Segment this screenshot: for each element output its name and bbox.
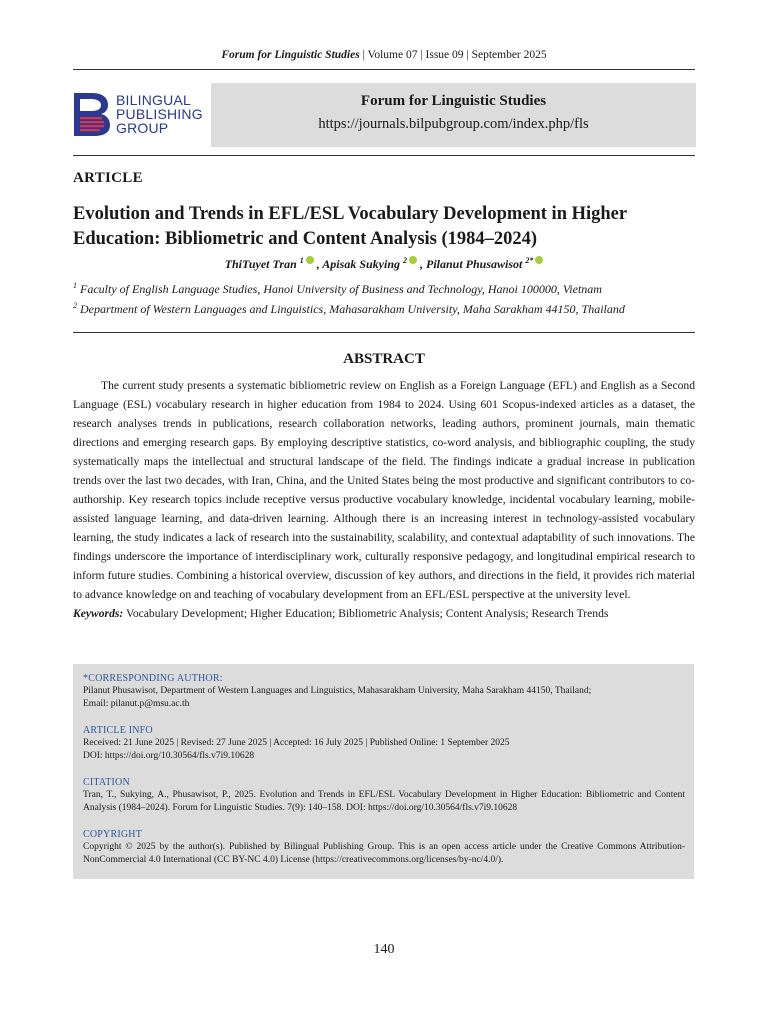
orcid-icon[interactable]	[306, 256, 314, 264]
logo-line-1: BILINGUAL	[116, 92, 191, 108]
top-divider	[73, 69, 695, 70]
abstract-section	[73, 376, 695, 623]
citation-heading: CITATION	[83, 777, 130, 788]
journal-url[interactable]: https://journals.bilpubgroup.com/index.php/fls	[318, 116, 589, 132]
logo-line-2: PUBLISHING	[116, 106, 203, 122]
author-name: , Apisak Sukying	[316, 257, 400, 271]
logo-line-3: GROUP	[116, 120, 169, 136]
affiliation-2	[73, 301, 625, 317]
page-number: 140	[373, 942, 395, 957]
abstract-heading: ABSTRACT	[343, 351, 425, 367]
affiliation-1	[73, 281, 602, 297]
author-name: , Pilanut Phusawisot	[420, 257, 523, 271]
author-affiliation-sup: 2*	[525, 256, 534, 265]
article-type-label: ARTICLE	[73, 170, 143, 186]
affiliation-sup: 2	[73, 301, 77, 310]
citation-text: Tran, T., Sukying, A., Phusawisot, P., 2025. Evolution and Trends in EFL/ESL Vocabulary Development in Higher Education: Bibliometric and Content Analysis (1984–2024). Forum for Linguistic Studies. 7(9): 140–158. DOI: https://doi.org/10.30564/fls.v7i9.10628	[83, 790, 685, 813]
affiliation-divider	[73, 332, 695, 333]
article-info-heading: ARTICLE INFO	[83, 725, 153, 736]
keywords	[73, 604, 695, 623]
author-list	[0, 256, 768, 272]
corresponding-author-heading: *CORRESPONDING AUTHOR:	[83, 673, 223, 684]
corresponding-author-section	[83, 672, 685, 711]
affiliation-text: Department of Western Languages and Linguistics, Mahasarakham University, Maha Sarakham 44150, Thailand	[77, 302, 625, 316]
paper-title: Evolution and Trends in EFL/ESL Vocabulary Development in Higher Education: Bibliometric and Content Analysis (1984–2024)	[73, 204, 627, 249]
journal-title: Forum for Linguistic Studies	[360, 93, 547, 109]
running-head-details: | Volume 07 | Issue 09 | September 2025	[359, 49, 547, 61]
orcid-icon[interactable]	[535, 256, 543, 264]
article-dates: Received: 21 June 2025 | Revised: 27 June 2025 | Accepted: 16 July 2025 | Published Online: 1 September 2025	[83, 738, 510, 748]
article-info-section	[83, 724, 685, 763]
article-doi[interactable]: DOI: https://doi.org/10.30564/fls.v7i9.10628	[83, 751, 255, 761]
author-affiliation-sup: 2	[403, 256, 407, 265]
article-info-box	[73, 664, 694, 879]
header-divider	[73, 155, 695, 156]
corresponding-author-line: Pilanut Phusawisot, Department of Western Languages and Linguistics, Mahasarakham University, Maha Sarakham 44150, Thailand;	[83, 686, 592, 696]
corresponding-author-email[interactable]: Email: pilanut.p@msu.ac.th	[83, 699, 190, 709]
publisher-logo-icon	[72, 91, 112, 137]
author-affiliation-sup: 1	[299, 256, 304, 265]
keywords-list: Vocabulary Development; Higher Education; Bibliometric Analysis; Content Analysis; Research Trends	[123, 607, 609, 620]
running-head-journal: Forum for Linguistic Studies	[221, 49, 360, 61]
orcid-icon[interactable]	[409, 256, 417, 264]
copyright-section	[83, 828, 685, 867]
copyright-text: Copyright © 2025 by the author(s). Published by Bilingual Publishing Group. This is an open access article under the Creative Commons Attribution-NonCommercial 4.0 International (CC BY-NC 4.0) License (https://creativecommons.org/licenses/by-nc/4.0/).	[83, 842, 685, 865]
journal-header-box	[211, 83, 696, 147]
running-head	[0, 49, 768, 61]
affiliation-sup: 1	[73, 281, 77, 290]
citation-section	[83, 776, 685, 815]
affiliation-text: Faculty of English Language Studies, Hanoi University of Business and Technology, Hanoi 100000, Vietnam	[77, 282, 602, 296]
copyright-heading: COPYRIGHT	[83, 829, 143, 840]
abstract-body: The current study presents a systematic bibliometric review on English as a Foreign Language (EFL) and English as a Second Language (ESL) vocabulary research in higher education from 1984 to 2024. Using 601 Scopus-indexed articles as a dataset, the research analyses trends in publications, research collaboration networks, leading authors, prominent journals, main thematic directions and emerging research gaps. By employing descriptive statistics, co-word analysis, and bibliographic coupling, the study systematically maps the intellectual and structural landscape of the field. The findings indicate a gradual increase in publication trends over the last two decades, with Iran, China, and the United States being the most productive and significant contributors to co-authorship. Key research topics include receptive versus productive vocabulary knowledge, incidental vocabulary learning, mobile-assisted language learning, and data-driven learning. Although there is an increasing interest in technology-assisted vocabulary learning, the study indicates a lack of research into the sustainability, scalability, and contextual adaptability of such innovations. The findings underscore the importance of interdisciplinary work, culturally responsive pedagogy, and longitudinal empirical research to inform future studies. Combining a historical overview, discussion of key authors, and directions in the field, it provides rich material to advance knowledge on and teaching of vocabulary development from an EFL/ESL perspective at the university level.	[73, 379, 695, 601]
keywords-label: Keywords:	[73, 607, 124, 620]
publisher-logo-text	[116, 93, 203, 135]
author-name: ThiTuyet Tran	[224, 257, 297, 271]
